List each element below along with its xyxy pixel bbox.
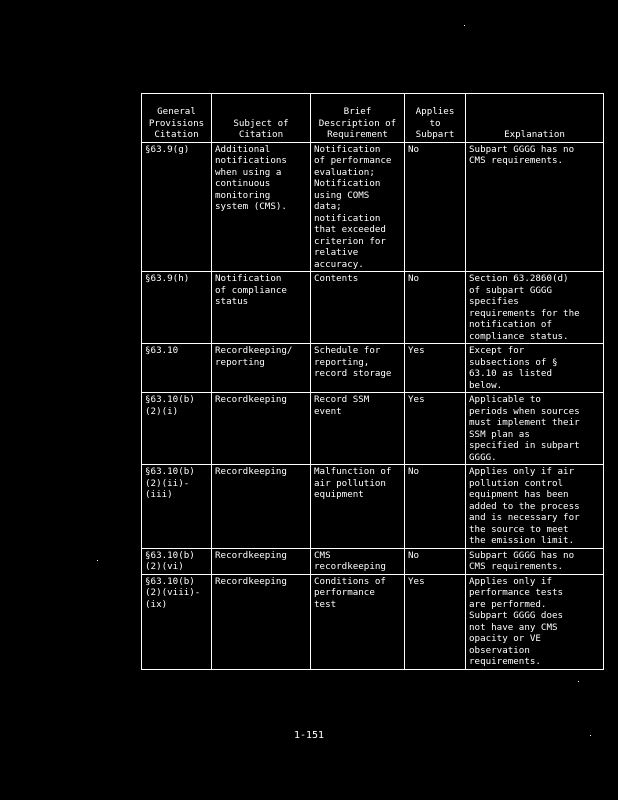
cell-explanation: Applies only if air pollution control equipment has been added to the process and is necessary for the source to meet the emission limit.	[466, 465, 604, 549]
cell-explanation: Except for subsections of § 63.10 as listed below.	[466, 344, 604, 393]
cell-description: Malfunction of air pollution equipment	[311, 465, 405, 549]
cell-applies: Yes	[405, 344, 466, 393]
scan-speck	[464, 25, 465, 26]
scan-speck	[97, 560, 98, 561]
cell-subject: Recordkeeping	[212, 548, 311, 574]
cell-description: Record SSM event	[311, 393, 405, 465]
cell-applies: Yes	[405, 393, 466, 465]
cell-explanation: Subpart GGGG has no CMS requirements.	[466, 548, 604, 574]
cell-explanation: Section 63.2860(d) of subpart GGGG specifies requirements for the notification of compliance status.	[466, 272, 604, 344]
table-row	[142, 574, 604, 669]
table-header-row	[142, 94, 604, 143]
cell-explanation: Subpart GGGG has no CMS requirements.	[466, 142, 604, 272]
cell-subject: Additional notifications when using a continuous monitoring system (CMS).	[212, 142, 311, 272]
cell-applies: Yes	[405, 574, 466, 669]
header-description: Brief Description of Requirement	[311, 94, 405, 143]
table-row	[142, 465, 604, 549]
page-number: 1-151	[293, 730, 325, 741]
cell-subject: Notification of compliance status	[212, 272, 311, 344]
provisions-table	[141, 93, 604, 670]
cell-description: Notification of performance evaluation; Notification using COMS data; notification that exceeded criterion for relative accuracy.	[311, 142, 405, 272]
cell-citation: §63.10(b) (2)(i)	[142, 393, 212, 465]
cell-applies: No	[405, 465, 466, 549]
header-subject: Subject of Citation	[212, 94, 311, 143]
cell-explanation: Applies only if performance tests are performed. Subpart GGGG does not have any CMS opacity or VE observation requirements.	[466, 574, 604, 669]
cell-citation: §63.9(g)	[142, 142, 212, 272]
table-row	[142, 344, 604, 393]
table-row	[142, 142, 604, 272]
cell-citation: §63.10	[142, 344, 212, 393]
cell-citation: §63.10(b) (2)(ii)- (iii)	[142, 465, 212, 549]
cell-description: Contents	[311, 272, 405, 344]
table-row	[142, 272, 604, 344]
cell-subject: Recordkeeping/ reporting	[212, 344, 311, 393]
cell-subject: Recordkeeping	[212, 465, 311, 549]
table-row	[142, 548, 604, 574]
scan-speck	[578, 681, 579, 682]
cell-description: Schedule for reporting, record storage	[311, 344, 405, 393]
header-explanation: Explanation	[466, 94, 604, 143]
cell-explanation: Applicable to periods when sources must implement their SSM plan as specified in subpart GGGG.	[466, 393, 604, 465]
cell-description: Conditions of performance test	[311, 574, 405, 669]
cell-applies: No	[405, 272, 466, 344]
cell-subject: Recordkeeping	[212, 574, 311, 669]
cell-citation: §63.9(h)	[142, 272, 212, 344]
cell-description: CMS recordkeeping	[311, 548, 405, 574]
header-citation: General Provisions Citation	[142, 94, 212, 143]
cell-applies: No	[405, 142, 466, 272]
header-applies: Applies to Subpart	[405, 94, 466, 143]
cell-applies: No	[405, 548, 466, 574]
table-row	[142, 393, 604, 465]
cell-subject: Recordkeeping	[212, 393, 311, 465]
scan-speck	[590, 735, 591, 736]
cell-citation: §63.10(b) (2)(vi)	[142, 548, 212, 574]
cell-citation: §63.10(b) (2)(viii)- (ix)	[142, 574, 212, 669]
